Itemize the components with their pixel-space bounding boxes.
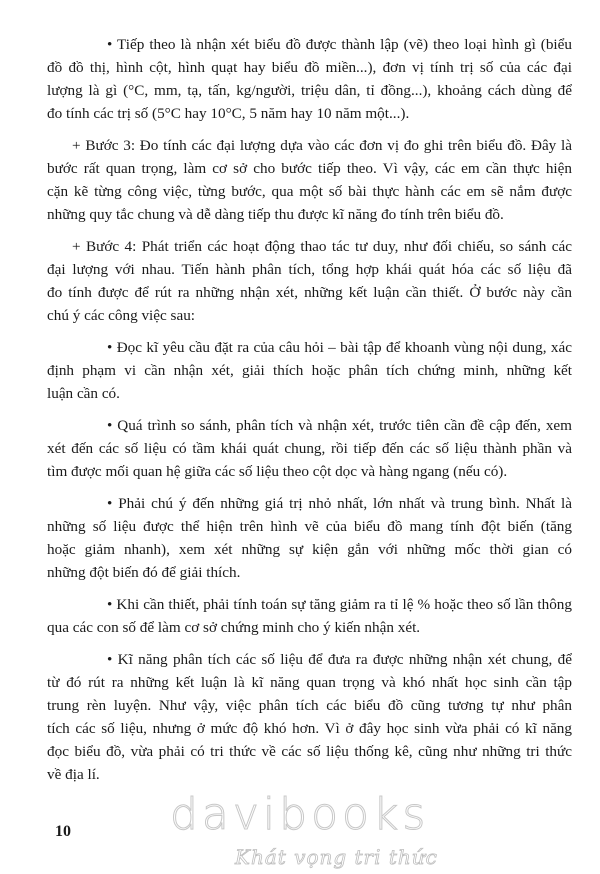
text-line: đo tính các trị số (5°C hay 10°C, 5 năm hay 10 năm một...). — [47, 105, 410, 122]
text-line: lượng là gì (°C, mm, tạ, tấn, kg/người, triệu dân, tỉ đồng...), khoảng cách dùng để — [47, 82, 572, 99]
watermark-slogan: Khát vọng tri thức — [235, 845, 438, 869]
text-line: • Đọc kĩ yêu cầu đặt ra của câu hỏi – bài tập để khoanh vùng nội dung, xác — [107, 339, 572, 356]
text-line: đọc biểu đồ, vừa phải có tri thức về các số liệu thống kê, cũng như những tri thức — [47, 743, 572, 760]
text-line: • Tiếp theo là nhận xét biểu đồ được thành lập (vẽ) theo loại hình gì (biểu — [107, 36, 572, 53]
text-line: từ đó rút ra những kết luận là kĩ năng quan trọng và khó nhất học sinh cần tập — [47, 674, 572, 691]
text-line: • Khi cần thiết, phải tính toán sự tăng giảm ra tỉ lệ % hoặc theo số lần thông — [107, 596, 572, 613]
text-line: về địa lí. — [47, 766, 100, 783]
bullet-paragraph — [47, 414, 572, 483]
text-line: tích các số liệu, nhưng ở mức độ khó hơn. Vì ở đây học sinh vừa phải có kĩ năng — [47, 720, 572, 737]
text-line: hoặc giảm nhanh), xem xét những sự kiện gắn với những mốc thời gian có — [47, 541, 572, 558]
text-line: những đột biến đó để giải thích. — [47, 564, 241, 581]
text-line: đại lượng với nhau. Tiến hành phân tích, tổng hợp khái quát hóa các số liệu đã — [47, 261, 572, 278]
text-line: • Phải chú ý đến những giá trị nhỏ nhất, lớn nhất và trung bình. Nhất là — [107, 495, 572, 512]
page-number: 10 — [55, 823, 71, 840]
text-line: trung rèn luyện. Như vậy, việc phân tích các biểu đồ cũng tương tự như phân — [47, 697, 572, 714]
text-line: xét đến các số liệu có tầm khái quát chung, rồi tiếp đến các số liệu thành phần và — [47, 440, 572, 457]
bullet-paragraph — [47, 336, 572, 405]
text-line: đo tính được để rút ra những nhận xét, những kết luận cần thiết. Ở bước này cần — [47, 284, 572, 301]
text-line: + Bước 3: Đo tính các đại lượng dựa vào các đơn vị đo ghi trên biểu đồ. Đây là — [72, 137, 572, 154]
bullet-paragraph — [47, 648, 572, 786]
bullet-paragraph — [47, 492, 572, 584]
text-line: những quy tắc chung và dễ dàng tiếp thu được kĩ năng đo tính trên biểu đồ. — [47, 206, 504, 223]
bullet-paragraph — [47, 33, 572, 125]
text-line: những số liệu được thể hiện trên hình vẽ của biểu đồ mang tính đột biến (tăng — [47, 518, 572, 535]
step-paragraph — [47, 235, 572, 327]
text-line: định phạm vi cần nhận xét, giải thích hoặc phân tích chứng minh, những kết — [47, 362, 572, 379]
bullet-paragraph — [47, 593, 572, 639]
step-paragraph — [47, 134, 572, 226]
text-line: luận cần có. — [47, 385, 120, 402]
text-line: qua các con số để làm cơ sở chứng minh cho ý kiến nhận xét. — [47, 619, 421, 636]
text-line: • Kĩ năng phân tích các số liệu để đưa ra được những nhận xét chung, để — [107, 651, 572, 668]
text-line: + Bước 4: Phát triển các hoạt động thao tác tư duy, như đối chiếu, so sánh các — [72, 238, 572, 255]
text-line: tìm được mối quan hệ giữa các số liệu theo cột dọc và hàng ngang (nếu có). — [47, 463, 508, 480]
text-line: cặn kẽ từng công việc, từng bước, qua một số bài thực hành các em sẽ nắm được — [47, 183, 572, 200]
text-line: đồ đồ thị, hình cột, hình quạt hay biểu đồ miền...), đơn vị tính trị số của các đại — [47, 59, 572, 76]
text-line: • Quá trình so sánh, phân tích và nhận xét, trước tiên cần đề cập đến, xem — [107, 417, 572, 434]
text-line: chú ý các công việc sau: — [47, 307, 196, 324]
page-body — [47, 33, 572, 795]
watermark-logo: davibooks — [170, 789, 430, 840]
text-line: bước rất quan trọng, làm cơ sở cho bước tiếp theo. Vì vậy, các em cần thực hiện — [47, 160, 572, 177]
